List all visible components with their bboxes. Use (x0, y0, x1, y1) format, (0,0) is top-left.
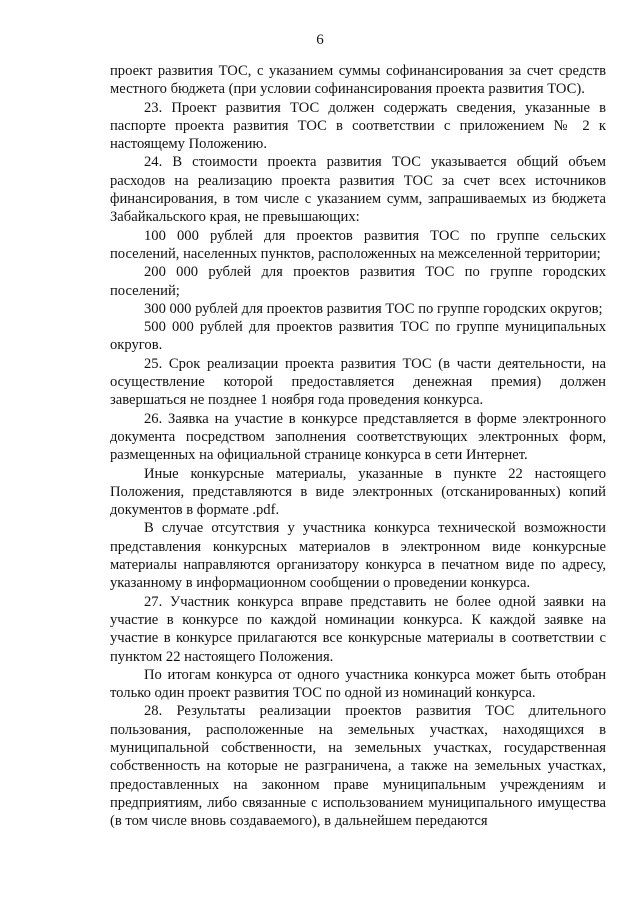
paragraph-item-24: 24. В стоимости проекта развития ТОС указывается общий объем расходов на реализацию проекта развития ТОС за счет всех источников финансирования, в том числе с указанием сумм, запрашиваемых из бюджета Забайкальского края, не превышающих: (110, 154, 606, 226)
paragraph-limit-municipal-district: 500 000 рублей для проектов развития ТОС по группе муниципальных округов. (110, 319, 606, 354)
page-number: 6 (316, 32, 324, 48)
paragraph-item-23: 23. Проект развития ТОС должен содержать сведения, указанные в паспорте проекта развития ТОС в соответствии с приложением № 2 к настоящему Положению. (110, 99, 606, 153)
paragraph-limit-city-district: 300 000 рублей для проектов развития ТОС по группе городских округов; (144, 300, 603, 317)
paragraph-limit-urban: 200 000 рублей для проектов развития ТОС по группе городских поселений; (110, 264, 606, 299)
document-body (110, 62, 606, 830)
paragraph-other-materials: Иные конкурсные материалы, указанные в пункте 22 настоящего Положения, представляются в виде электронных (отсканированных) копий документов в формате .pdf. (110, 465, 606, 519)
paragraph-item-28: 28. Результаты реализации проектов развития ТОС длительного пользования, расположенные на земельных участках, находящихся в муниципальной собственности, на земельных участках, государственная собственность на которые не разграничена, а также на земельных участках, предоставленных на законном праве муниципальным учреждениям и предприятиям, либо связанные с использованием муниципального имущества (в том числе вновь создаваемого), в дальнейшем передаются (110, 703, 606, 830)
paragraph-continuation: проект развития ТОС, с указанием суммы софинансирования за счет средств местного бюджета (при условии софинансирования проекта развития ТОС). (110, 63, 606, 98)
paragraph-single-project: По итогам конкурса от одного участника конкурса может быть отобран только один проект развития ТОС по одной из номинаций конкурса. (110, 666, 606, 702)
paragraph-item-27: 27. Участник конкурса вправе представить не более одной заявки на участие в конкурсе по каждой номинации конкурса. К каждой заявке на участие в конкурсе прилагаются все конкурсные материалы в соответствии с пунктом 22 настоящего Положения. (110, 593, 606, 665)
paragraph-limit-rural: 100 000 рублей для проектов развития ТОС по группе сельских поселений, населенных пунктов, расположенных на межселенной территории; (110, 227, 606, 262)
paragraph-paper-submission: В случае отсутствия у участника конкурса технической возможности представления конкурсных материалов в электронном виде конкурсные материалы направляются организатору конкурса в печатном виде по адресу, указанному в информационном сообщении о проведении конкурса. (110, 520, 606, 592)
paragraph-item-25: 25. Срок реализации проекта развития ТОС (в части деятельности, на осуществление которой предоставляется денежная премия) должен завершаться не позднее 1 ноября года проведения конкурса. (110, 355, 606, 409)
paragraph-item-26: 26. Заявка на участие в конкурсе представляется в форме электронного документа посредством заполнения соответствующих электронных форм, размещенных на официальной странице конкурса в сети Интернет. (110, 410, 606, 464)
